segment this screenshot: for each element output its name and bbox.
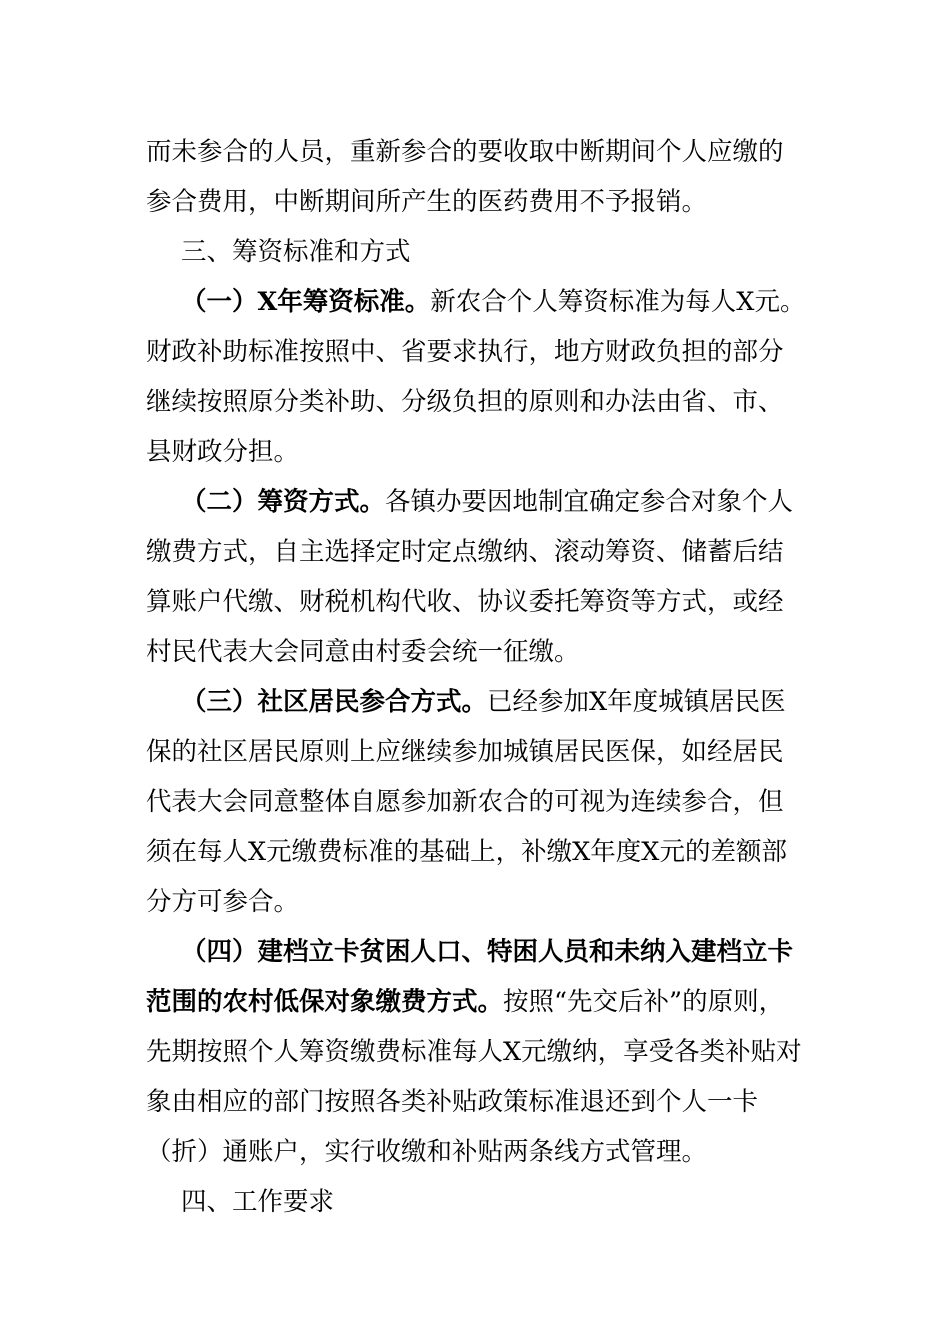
text-run: 象由相应的部门按照各类补贴政策标准退还到个人一卡 — [146, 1087, 759, 1117]
text-run: 县财政分担。 — [146, 437, 300, 467]
text-run: 按照“先交后补”的原则， — [503, 987, 785, 1017]
subsection-heading: （三）社区居民参合方式。 — [181, 687, 488, 717]
subsection-heading: 范围的农村低保对象缴费方式。 — [146, 987, 504, 1017]
subsection-heading: （四）建档立卡贫困人口、特困人员和未纳入建档立卡 — [181, 937, 794, 967]
paragraph-line — [181, 687, 786, 717]
paragraph-line — [146, 637, 580, 667]
paragraph-line — [181, 487, 793, 517]
text-run: 代表大会同意整体自愿参加新农合的可视为连续参合，但 — [146, 787, 784, 817]
text-run: 而未参合的人员，重新参合的要收取中断期间个人应缴的 — [146, 137, 784, 167]
paragraph-line — [181, 287, 805, 317]
text-run: 继续按照原分类补助、分级负担的原则和办法由省、市、 — [146, 387, 784, 417]
paragraph-line — [146, 887, 299, 917]
text-run: 缴费方式，自主选择定时定点缴纳、滚动筹资、储蓄后结 — [146, 537, 784, 567]
section-heading — [181, 237, 411, 267]
paragraph-line — [181, 937, 793, 967]
paragraph-line — [146, 137, 784, 167]
text-run: 财政补助标准按照中、省要求执行，地方财政负担的部分 — [146, 337, 784, 367]
section-heading-text: 三、筹资标准和方式 — [181, 237, 411, 267]
section-heading-text: 四、工作要求 — [181, 1187, 335, 1217]
text-run: 分方可参合。 — [146, 887, 300, 917]
paragraph-line — [146, 437, 299, 467]
text-run: 已经参加X年度城镇居民医 — [487, 687, 786, 717]
paragraph-line — [146, 537, 784, 567]
paragraph-line — [146, 1137, 707, 1167]
subsection-heading: （一）X年筹资标准。 — [181, 287, 431, 317]
paragraph-line — [146, 187, 707, 217]
text-run: 村民代表大会同意由村委会统一征缴。 — [146, 637, 580, 667]
paragraph-line — [146, 1087, 758, 1117]
paragraph-line — [146, 987, 784, 1017]
paragraph-line — [146, 737, 784, 767]
text-run: 参合费用，中断期间所产生的医药费用不予报销。 — [146, 187, 708, 217]
subsection-heading: （二）筹资方式。 — [181, 487, 386, 517]
paragraph-line — [146, 1037, 802, 1067]
paragraph-line — [146, 387, 784, 417]
text-run: 新农合个人筹资标准为每人X元。 — [430, 287, 806, 317]
text-run: 各镇办要因地制宜确定参合对象个人 — [385, 487, 794, 517]
text-run: （折）通账户，实行收缴和补贴两条线方式管理。 — [146, 1137, 708, 1167]
paragraph-line — [146, 587, 784, 617]
paragraph-line — [146, 337, 784, 367]
text-run: 算账户代缴、财税机构代收、协议委托筹资等方式，或经 — [146, 587, 784, 617]
section-heading — [181, 1187, 334, 1217]
text-run: 须在每人X元缴费标准的基础上，补缴X年度X元的差额部 — [146, 837, 787, 867]
text-run: 保的社区居民原则上应继续参加城镇居民医保，如经居民 — [146, 737, 784, 767]
text-run: 先期按照个人筹资缴费标准每人X元缴纳，享受各类补贴对 — [146, 1037, 802, 1067]
paragraph-line — [146, 837, 787, 867]
paragraph-line — [146, 787, 784, 817]
